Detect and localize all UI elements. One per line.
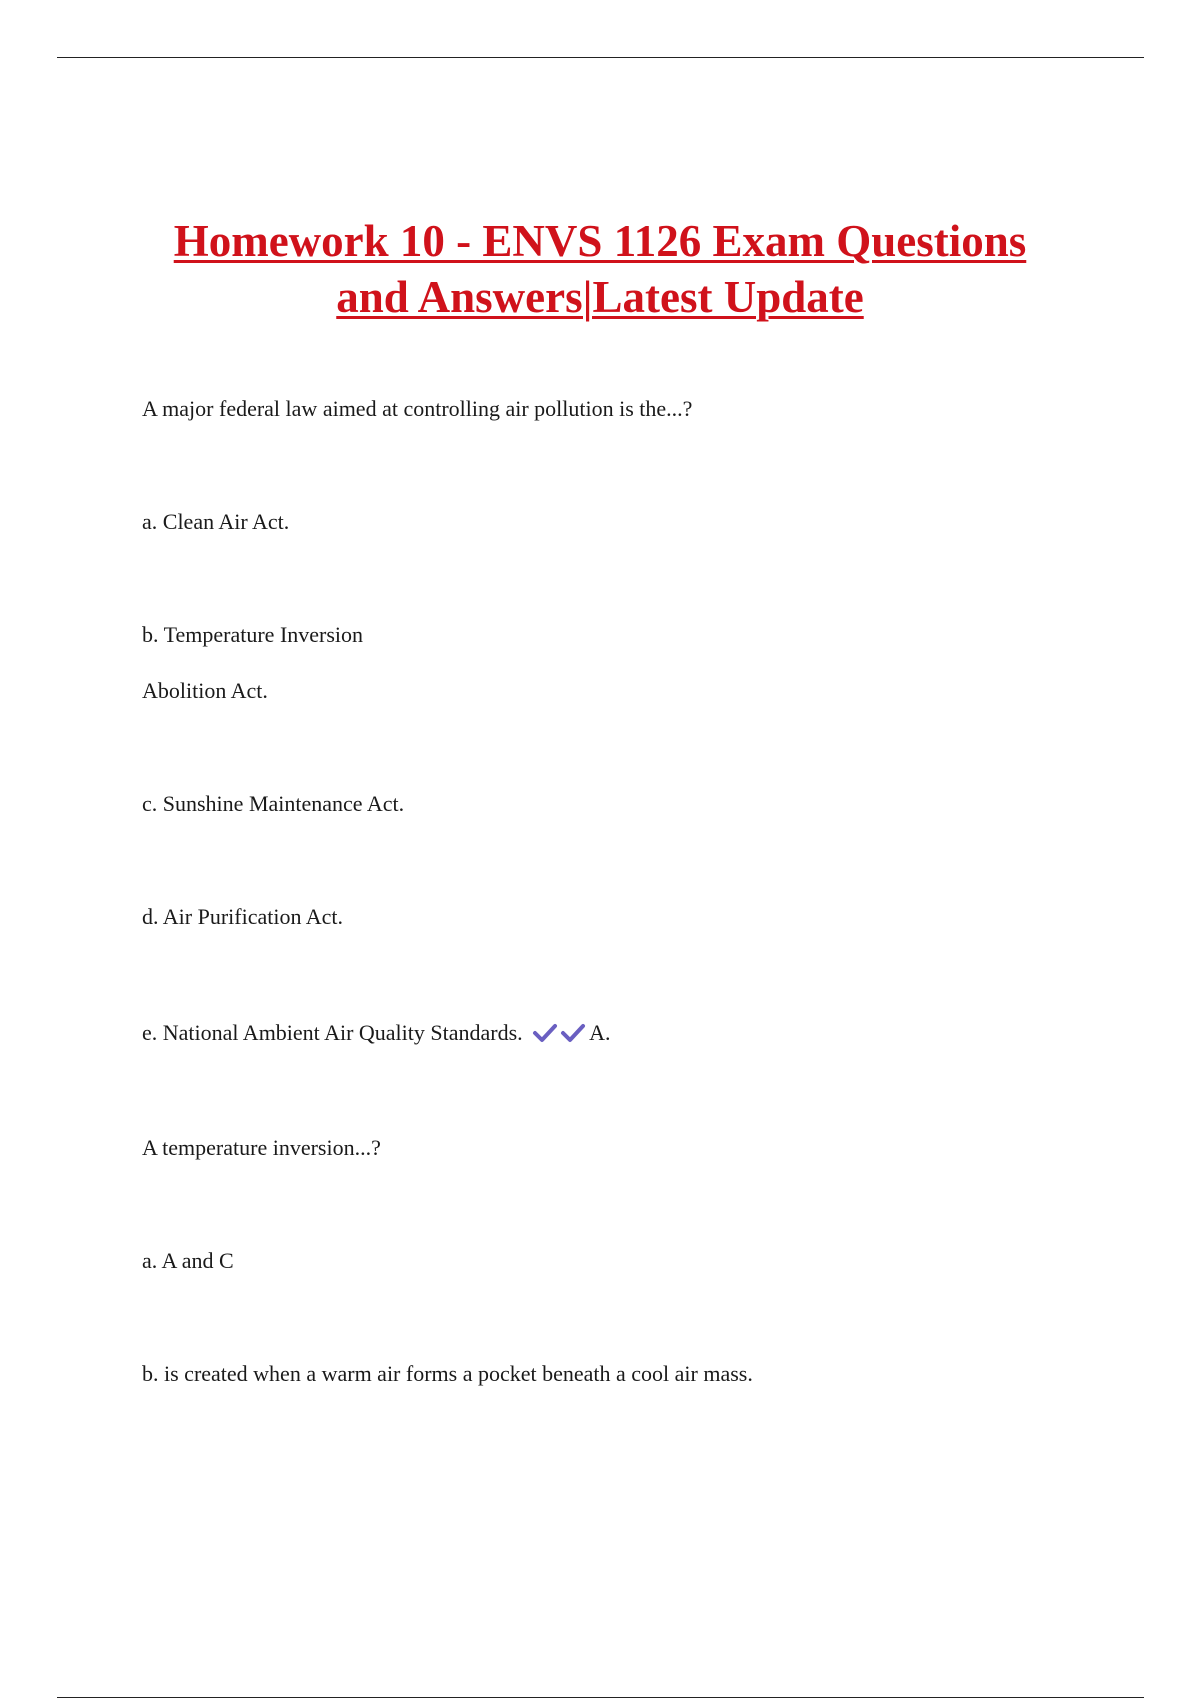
question-1-option-e-line	[142, 1019, 611, 1047]
check-icon	[560, 1023, 586, 1043]
bottom-rule	[57, 1697, 1144, 1698]
question-2-option-a: a. A and C	[142, 1248, 234, 1273]
question-1-option-c: c. Sunshine Maintenance Act.	[142, 791, 405, 816]
question-1-option-b-continued: Abolition Act.	[142, 678, 268, 703]
question-1-answer: A.	[589, 1020, 611, 1045]
title-line-1: Homework 10 - ENVS 1126 Exam Questions	[173, 216, 1027, 266]
question-2-prompt: A temperature inversion...?	[142, 1135, 381, 1160]
question-1-option-a: a. Clean Air Act.	[142, 509, 290, 534]
top-rule	[57, 57, 1144, 58]
question-1-prompt: A major federal law aimed at controlling air pollution is the...?	[142, 396, 693, 421]
question-1-option-d: d. Air Purification Act.	[142, 904, 344, 929]
document-title	[100, 213, 1100, 325]
question-2-option-b: b. is created when a warm air forms a pocket beneath a cool air mass.	[142, 1361, 753, 1386]
question-1-option-b: b. Temperature Inversion	[142, 622, 364, 647]
check-icon	[532, 1023, 558, 1043]
title-line-2: and Answers|Latest Update	[336, 272, 864, 322]
question-1-option-e: e. National Ambient Air Quality Standards.	[142, 1020, 523, 1045]
